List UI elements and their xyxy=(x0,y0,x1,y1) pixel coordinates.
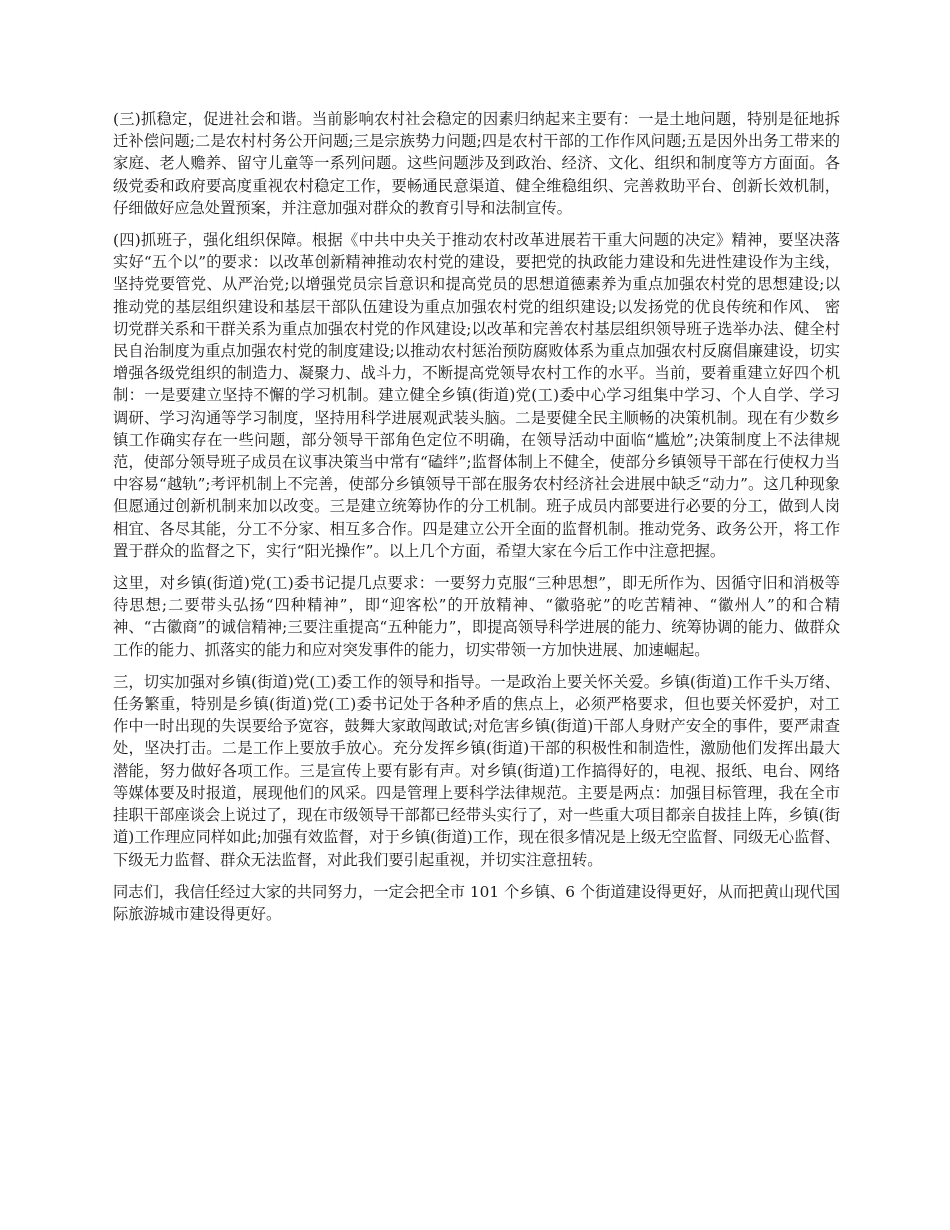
paragraph-guidance: 三，切实加强对乡镇(街道)党(工)委工作的领导和指导。一是政治上要关怀关爱。乡镇(街道)工作千头万绪、任务繁重，特别是乡镇(街道)党(工)委书记处于各种矛盾的焦点上，必须严格要求，但也要关怀爱护，对工作中一时出现的失误要给予宽容，鼓舞大家敢闯敢试;对危害乡镇(街道)干部人身财产安全的事件，要严肃查处，坚决打击。二是工作上要放手放心。充分发挥乡镇(街道)干部的积极性和制造性，激励他们发挥出最大潜能，努力做好各项工作。三是宣传上要有影有声。对乡镇(街道)工作搞得好的，电视、报纸、电台、网络等媒体要及时报道，展现他们的风采。四是管理上要科学法律规范。主要是两点：加强目标管理，我在全市挂职干部座谈会上说过了，现在市级领导干部都已经带头实行了，对一些重大项目都亲自拔挂上阵，乡镇(街道)工作理应同样如此;加强有效监督，对于乡镇(街道)工作，现在很多情况是上级无空监督、同级无心监督、下级无力监督、群众无法监督，对此我们要引起重视，并切实注意扭转。 xyxy=(113,672,840,869)
paragraph-stability: (三)抓稳定，促进社会和谐。当前影响农村社会稳定的因素归纳起来主要有：一是土地问题，特别是征地拆迁补偿问题;二是农村村务公开问题;三是宗族势力问题;四是农村干部的工作作风问题;五是因外出务工带来的家庭、老人赡养、留守儿童等一系列问题。这些问题涉及到政治、经济、文化、组织和制度等方方面面。各级党委和政府要高度重视农村稳定工作，要畅通民意渠道、健全维稳组织、完善救助平台、创新长效机制，仔细做好应急处置预案，并注意加强对群众的教育引导和法制宣传。 xyxy=(113,110,840,217)
paragraph-leadership-team: (四)抓班子，强化组织保障。根据《中共中央关于推动农村改革进展若干重大问题的决定》精神，要坚决落实好“五个以”的要求：以改革创新精神推动农村党的建设，要把党的执政能力建设和先进性建设作为主线，坚持党要管党、从严治党;以增强党员宗旨意识和提高党员的思想道德素养为重点加强农村党的思想建设;以推动党的基层组织建设和基层干部队伍建设为重点加强农村党的组织建设;以发扬党的优良传统和作风、 密切党群关系和干群关系为重点加强农村党的作风建设;以改革和完善农村基层组织领导班子选举办法、健全村民自治制度为重点加强农村党的制度建设;以推动农村惩治预防腐败体系为重点加强农村反腐倡廉建设，切实增强各级党组织的制造力、凝聚力、战斗力，不断提高党领导农村工作的水平。当前，要着重建立好四个机制：一是要建立坚持不懈的学习机制。建立健全乡镇(街道)党(工)委中心学习组集中学习、个人自学、学习调研、学习沟通等学习制度，坚持用科学进展观武装头脑。二是要健全民主顺畅的决策机制。现在有少数乡镇工作确实存在一些问题，部分领导干部角色定位不明确，在领导活动中面临“尴尬”;决策制度上不法律规范，使部分领导班子成员在议事决策当中常有“磕绊”;监督体制上不健全，使部分乡镇领导干部在行使权力当中容易“越轨”;考评机制上不完善，使部分乡镇领导干部在服务农村经济社会进展中缺乏“动力”。这几种现象但愿通过创新机制来加以改变。三是建立统筹协作的分工机制。班子成员内部要进行必要的分工，做到人岗相宜、各尽其能，分工不分家、相互多合作。四是建立公开全面的监督机制。推动党务、政务公开，将工作置于群众的监督之下，实行“阳光操作”。以上几个方面，希望大家在今后工作中注意把握。 xyxy=(113,231,840,560)
document-body xyxy=(113,108,840,935)
paragraph-secretary-requirements: 这里，对乡镇(街道)党(工)委书记提几点要求：一要努力克服“三种思想”，即无所作为、因循守旧和消极等待思想;二要带头弘扬“四种精神”，即“迎客松”的开放精神、“徽骆驼”的吃苦精神、“徽州人”的和合精神、“古徽商”的诚信精神;三要注重提高“五种能力”，即提高领导科学进展的能力、统筹协调的能力、做群众工作的能力、抓落实的能力和应对突发事件的能力，切实带领一方加快进展、加速崛起。 xyxy=(113,574,840,659)
paragraph-closing: 同志们，我信任经过大家的共同努力，一定会把全市 101 个乡镇、6 个街道建设得更好，从而把黄山现代国际旅游城市建设得更好。 xyxy=(113,882,840,923)
